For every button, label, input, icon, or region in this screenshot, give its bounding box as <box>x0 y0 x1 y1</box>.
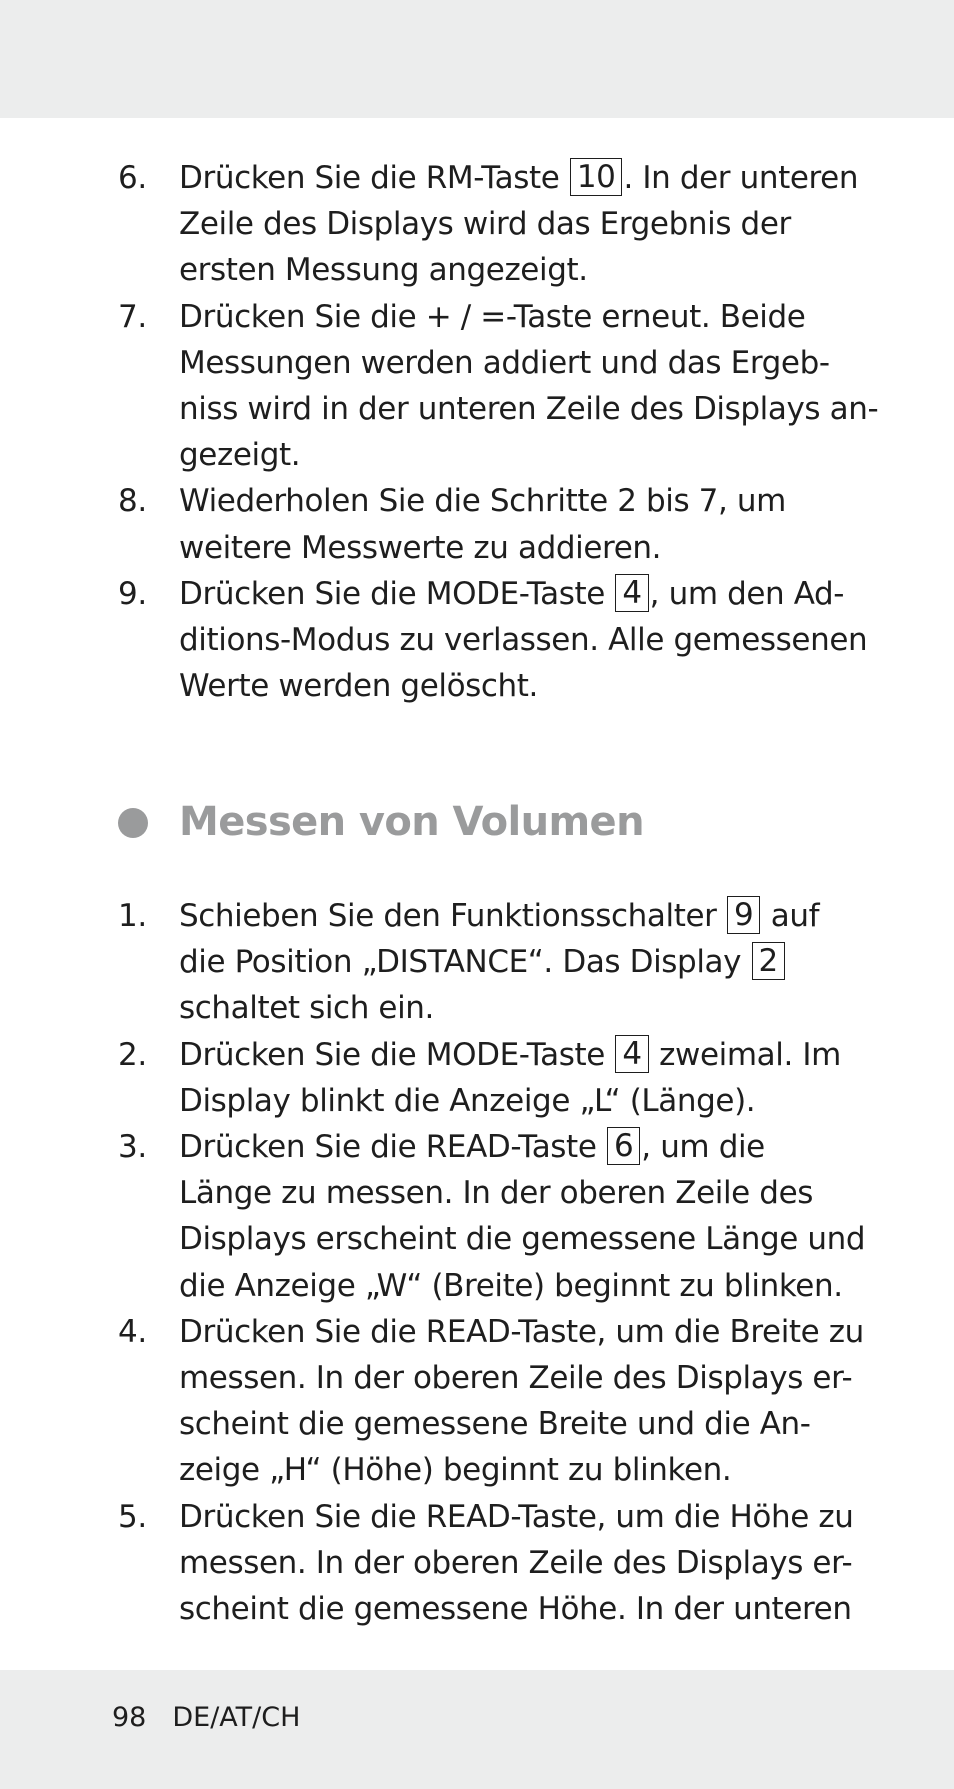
step-number: 4. <box>118 1313 147 1350</box>
text-line: die Anzeige „W“ (Breite) beginnt zu blinken. <box>179 1267 843 1304</box>
list-item <box>0 155 954 294</box>
instruction-list-volume <box>0 893 954 1632</box>
text-line: Drücken Sie die READ-Taste, um die Breite zu <box>179 1313 864 1350</box>
step-number: 6. <box>118 160 147 196</box>
text-line: messen. In der oberen Zeile des Displays er- <box>179 1544 853 1581</box>
step-number: 8. <box>118 483 147 520</box>
text-segment: Drücken Sie die MODE-Taste <box>179 575 615 612</box>
key-reference-box: 10 <box>570 158 623 196</box>
text-line: scheint die gemessene Höhe. In der unteren <box>179 1591 852 1628</box>
page-footer <box>112 1698 300 1738</box>
text-line <box>179 893 899 939</box>
list-item <box>0 893 954 1032</box>
list-item <box>0 1494 954 1633</box>
text-line: zeige „H“ (Höhe) beginnt zu blinken. <box>179 1452 732 1489</box>
list-item <box>0 1032 954 1124</box>
step-number: 7. <box>118 298 147 335</box>
key-reference-box: 2 <box>752 942 785 980</box>
step-number: 1. <box>118 898 147 934</box>
step-text <box>179 155 899 294</box>
text-line: Displays erscheint die gemessene Länge und <box>179 1221 866 1258</box>
text-line: messen. In der oberen Zeile des Displays er- <box>179 1360 853 1397</box>
list-item <box>0 478 954 570</box>
section-heading <box>118 790 918 850</box>
text-line <box>179 1124 899 1170</box>
text-segment: . In der unteren <box>623 160 859 196</box>
text-line: ersten Messung angezeigt. <box>179 252 588 289</box>
text-segment: , um den Ad- <box>649 575 845 612</box>
step-text <box>179 1124 899 1309</box>
text-line <box>179 155 899 201</box>
text-line: niss wird in der unteren Zeile des Displays an- <box>179 391 879 428</box>
instruction-list-addition <box>0 155 954 709</box>
text-segment: auf <box>761 898 820 934</box>
step-text <box>179 1309 899 1494</box>
text-line: schaltet sich ein. <box>179 990 434 1027</box>
text-segment: die Position „DISTANCE“. Das Display <box>179 944 751 981</box>
text-line <box>179 939 899 985</box>
list-item <box>0 1124 954 1309</box>
text-line: Messungen werden addiert und das Ergeb- <box>179 344 830 381</box>
page-number: 98 <box>112 1702 147 1733</box>
step-number: 9. <box>118 575 147 612</box>
text-line: scheint die gemessene Breite und die An- <box>179 1406 811 1443</box>
step-number: 2. <box>118 1036 147 1073</box>
list-item <box>0 294 954 479</box>
text-line <box>179 1032 899 1078</box>
text-line: ditions-Modus zu verlassen. Alle gemessenen <box>179 622 868 659</box>
step-text <box>179 571 899 710</box>
step-text <box>179 294 899 479</box>
region-code: DE/AT/CH <box>172 1702 301 1733</box>
step-text <box>179 893 899 1032</box>
text-line: gezeigt. <box>179 437 301 474</box>
header-band <box>0 0 954 118</box>
key-reference-box: 4 <box>615 1035 648 1073</box>
list-item <box>0 1309 954 1494</box>
text-line: Länge zu messen. In der oberen Zeile des <box>179 1175 814 1212</box>
text-line: Werte werden gelöscht. <box>179 668 538 705</box>
step-text <box>179 1032 899 1124</box>
section-title: Messen von Volumen <box>179 799 644 845</box>
text-segment: , um die <box>641 1129 765 1166</box>
text-segment: Schieben Sie den Funktionsschalter <box>179 898 726 934</box>
step-text <box>179 478 899 570</box>
text-segment: zweimal. Im <box>649 1036 841 1073</box>
text-segment: Drücken Sie die RM-Taste <box>179 160 569 196</box>
text-segment: Drücken Sie die READ-Taste <box>179 1129 606 1166</box>
text-line: Zeile des Displays wird das Ergebnis der <box>179 206 791 243</box>
text-segment: Drücken Sie die MODE-Taste <box>179 1036 615 1073</box>
text-line: Drücken Sie die + / =-Taste erneut. Beide <box>179 298 806 335</box>
step-number: 3. <box>118 1129 147 1166</box>
key-reference-box: 9 <box>727 896 760 934</box>
bullet-dot-icon <box>118 808 148 838</box>
text-line: Wiederholen Sie die Schritte 2 bis 7, um <box>179 483 786 520</box>
step-text <box>179 1494 899 1633</box>
step-number: 5. <box>118 1498 147 1535</box>
key-reference-box: 4 <box>615 574 648 612</box>
text-line <box>179 571 899 617</box>
text-line: Drücken Sie die READ-Taste, um die Höhe zu <box>179 1498 854 1535</box>
text-line: weitere Messwerte zu addieren. <box>179 529 662 566</box>
list-item <box>0 571 954 710</box>
text-line: Display blinkt die Anzeige „L“ (Länge). <box>179 1082 756 1119</box>
key-reference-box: 6 <box>607 1127 640 1165</box>
